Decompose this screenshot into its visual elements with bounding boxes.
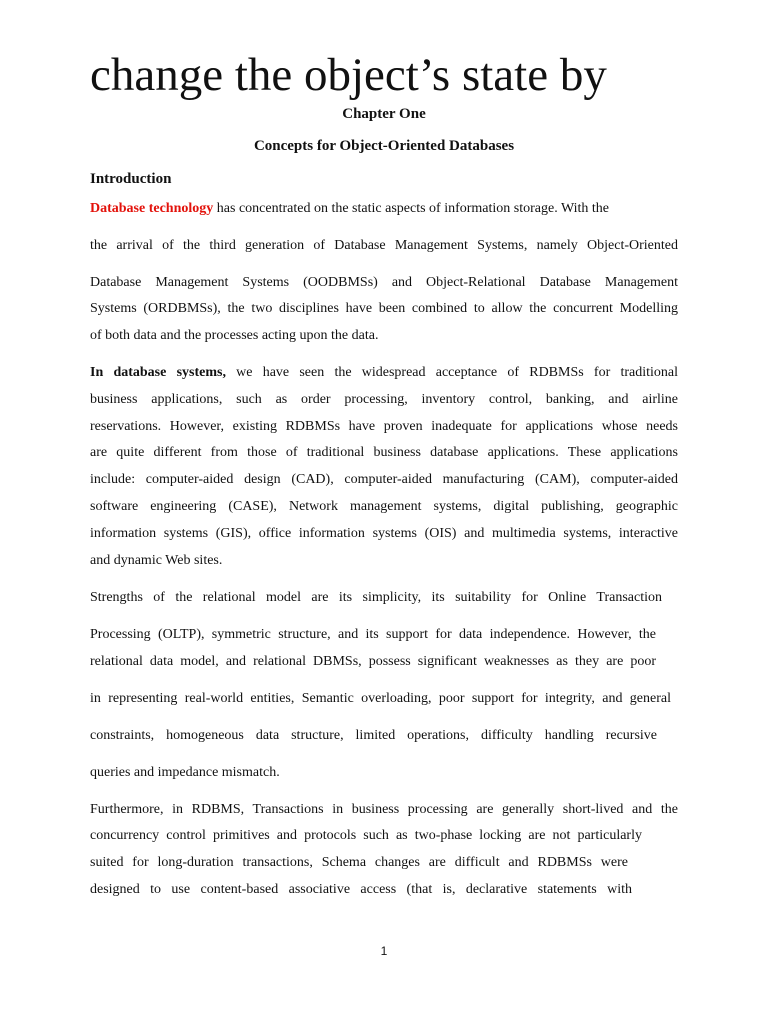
- paragraph-4-line-1: Furthermore, in RDBMS, Transactions in business processing are generally short-lived and the: [90, 802, 678, 817]
- paragraph-4-line-3: suited for long-duration transactions, Schema changes are difficult and RDBMSs were: [90, 855, 628, 870]
- paragraph-2-line-3: reservations. However, existing RDBMSs have proven inadequate for applications whose needs: [90, 419, 678, 434]
- paragraph-1-line-2: the arrival of the third generation of Database Management Systems, namely Object-Oriented: [90, 238, 678, 253]
- paragraph-3-line-6: queries and impedance mismatch.: [90, 765, 280, 780]
- paragraph-2-line-4: are quite different from those of traditional business database applications. These applications: [90, 445, 678, 460]
- chapter-title: Concepts for Object-Oriented Databases: [253, 138, 515, 154]
- paragraph-2-line-8: and dynamic Web sites.: [90, 553, 223, 568]
- paragraph-2-line-6: software engineering (CASE), Network management systems, digital publishing, geographic: [90, 499, 678, 514]
- paragraph-1-line-4: Systems (ORDBMSs), the two disciplines have been combined to allow the concurrent Modelling: [90, 301, 678, 316]
- paragraph-4-line-2: concurrency control primitives and protocols such as two-phase locking are not particularly: [90, 828, 642, 843]
- paragraph-2-line-7: information systems (GIS), office information systems (OIS) and multimedia systems, interactive: [90, 526, 678, 541]
- paragraph-3-line-1: Strengths of the relational model are its simplicity, its suitability for Online Transaction: [90, 590, 662, 605]
- paragraph-2-line-1: [90, 364, 678, 382]
- paragraph-3-line-4: in representing real-world entities, Semantic overloading, poor support for integrity, and general: [90, 691, 671, 706]
- paragraph-2-line-2: business applications, such as order processing, inventory control, banking, and airline: [90, 392, 678, 407]
- page-number: 1: [380, 944, 388, 958]
- paragraph-3-line-5: constraints, homogeneous data structure, limited operations, difficulty handling recursive: [90, 728, 657, 743]
- paragraph-1-line-3: Database Management Systems (OODBMSs) and Object-Relational Database Management: [90, 275, 678, 290]
- paragraph-2-line-1-text: we have seen the widespread acceptance of RDBMSs for traditional: [225, 365, 678, 380]
- chapter-label: Chapter One: [342, 106, 426, 122]
- paragraph-3-line-3: relational data model, and relational DBMSs, possess significant weaknesses as they are poor: [90, 654, 656, 669]
- paragraph-1-line-1-text: has concentrated on the static aspects of information storage. With the: [213, 201, 609, 216]
- paragraph-1-line-5: of both data and the processes acting upon the data.: [90, 328, 379, 343]
- section-title: Introduction: [90, 171, 172, 187]
- overlay-heading: change the object’s state by: [90, 49, 607, 101]
- highlighted-term: Database technology: [90, 201, 214, 216]
- paragraph-4-line-4: designed to use content-based associative access (that is, declarative statements with: [90, 882, 632, 897]
- paragraph-1-line-1: [90, 200, 678, 218]
- bold-lead-term: In database systems,: [90, 365, 226, 380]
- paragraph-2-line-5: include: computer-aided design (CAD), computer-aided manufacturing (CAM), computer-aided: [90, 472, 678, 487]
- paragraph-3-line-2: Processing (OLTP), symmetric structure, and its support for data independence. However, the: [90, 627, 656, 642]
